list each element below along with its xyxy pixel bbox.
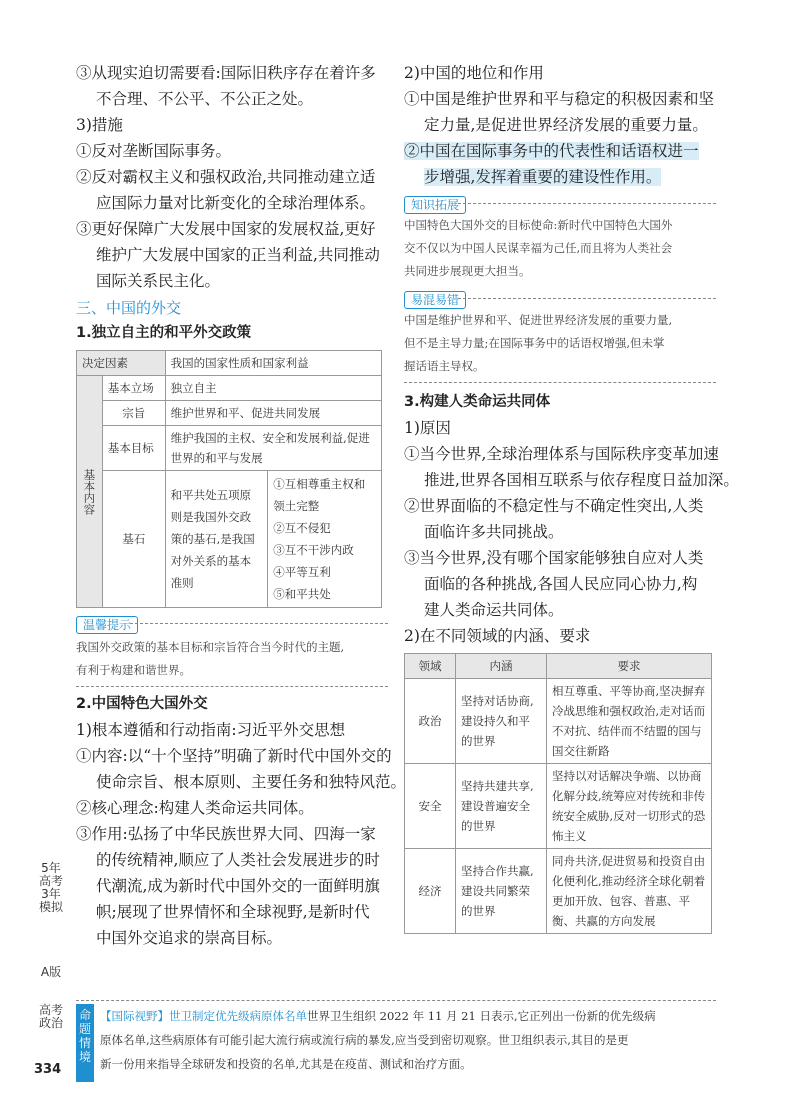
book-brand: 5年高考3年模拟 [38,861,63,914]
text-line: 面临的各种挑战,各国人民应同心协力,构 [424,575,698,593]
text-line: 帜;展现了世界情怀和全球视野,是新时代 [96,903,370,921]
table-cell: 坚持对话协商,建设持久和平的世界 [456,679,547,764]
text-line: ①中国是维护世界和平与稳定的积极因素和坚 [404,90,715,108]
text-line: ③当今世界,没有哪个国家能够独自应对人类 [404,549,704,567]
text-line: 定力量,是促进世界经济发展的重要力量。 [424,116,708,134]
context-tag: 【国际视野】世卫制定优先级病原体名单 [100,1009,307,1023]
context-line: 新一份用来指导全球研发和投资的名单,尤其是在疫苗、测试和治疗方面。 [100,1057,472,1071]
text-line: 2)在不同领域的内涵、要求 [404,627,591,645]
table-cell: 决定因素 [77,351,166,376]
extension-box [404,194,716,283]
divider [130,623,388,624]
divider [404,382,716,383]
confusion-label: 易混易错 [404,291,466,309]
extension-text: 中国特色大国外交的目标使命:新时代中国特色大国外 [404,218,673,232]
community-table [404,653,712,934]
tip-label: 温馨提示 [76,616,138,634]
table-header: 要求 [547,654,712,679]
table-cell: 坚持合作共赢,建设共同繁荣的世界 [456,849,547,934]
table-cell: 同舟共济,促进贸易和投资自由化便利化,推动经济全球化朝着更加开放、包容、普惠、平衡、共赢的方向发展 [547,849,712,934]
text-line: ②核心理念:构建人类命运共同体。 [76,799,314,817]
table-cell: 和平共处五项原则是我国外交政策的基石,是我国对外关系的基本准则 [165,471,268,608]
text-line: 1)原因 [404,419,451,437]
table-group-label: 基本内容 [77,376,103,608]
table-cell: 基石 [102,471,165,608]
table-cell: 我国的国家性质和国家利益 [165,351,381,376]
principle-item: ⑤和平共处 [273,587,331,601]
policy-table [76,350,382,608]
highlighted-text: ②中国在国际事务中的代表性和话语权进一 [404,142,699,160]
extension-text: 共同进步展现更大担当。 [404,264,531,278]
text-line [404,164,716,190]
principle-item: ③互不干涉内政 [273,543,354,557]
text-line: ①反对垄断国际事务。 [76,142,232,160]
tip-text: 我国外交政策的基本目标和宗旨符合当今时代的主题, [76,640,345,654]
tip-box [76,614,388,687]
text-line: ②世界面临的不稳定性与不确定性突出,人类 [404,497,704,515]
text-line: 中国外交追求的崇高目标。 [96,929,283,947]
text-line: ③从现实迫切需要看:国际旧秩序存在着许多 [76,64,376,82]
table-cell: 基本立场 [102,376,165,401]
subsection-title: 1.独立自主的和平外交政策 [76,325,252,341]
text-line: 推进,世界各国相互联系与依存程度日益加深。 [424,471,739,489]
table-cell: 坚持共建共享,建设普遍安全的世界 [456,764,547,849]
table-cell-principles [268,471,382,608]
context-label: 命题情境 [76,1004,94,1082]
table-cell: 独立自主 [165,376,381,401]
confusion-text: 中国是维护世界和平、促进世界经济发展的重要力量, [404,313,673,327]
left-column [76,60,407,951]
divider [76,1000,716,1001]
text-line: 代潮流,成为新时代中国外交的一面鲜明旗 [96,877,380,895]
table-header: 内涵 [456,654,547,679]
table-header: 领域 [405,654,456,679]
table-cell: 宗旨 [102,401,165,426]
divider [76,686,388,687]
book-subject: 高考政治 [38,1003,63,1030]
section-title: 三、中国的外交 [76,299,182,317]
text-line: 不合理、不公平、不公正之处。 [96,90,314,108]
extension-text: 交不仅以为中国人民谋幸福为己任,而且将为人类社会 [404,241,673,255]
context-text [100,1004,718,1076]
text-line: 维护广大发展中国家的正当利益,共同推动 [96,246,380,264]
text-line: 应国际力量对比新变化的全球治理体系。 [96,194,376,212]
principle-item: ①互相尊重主权和领土完整 [273,477,366,513]
table-cell: 基本目标 [102,426,165,471]
subsection-title: 3.构建人类命运共同体 [404,394,551,410]
page-number: 334 [34,1062,62,1077]
text-line: 国际关系民主化。 [96,272,221,290]
confusion-box [404,289,716,383]
table-cell: 相互尊重、平等协商,坚决摒弃冷战思维和强权政治,走对话而不对抗、结伴而不结盟的国与国交往新路 [547,679,712,764]
text-line: 的传统精神,顺应了人类社会发展进步的时 [96,851,380,869]
text-line: 1)根本遵循和行动指南:习近平外交思想 [76,721,346,739]
principle-item: ④平等互利 [273,565,331,579]
text-line: 2)中国的地位和作用 [404,64,544,82]
table-cell: 维护世界和平、促进共同发展 [165,401,381,426]
text-line [404,138,716,164]
extension-label: 知识拓展 [404,196,466,214]
text-line: 使命宗旨、根本原则、主要任务和独特风范。 [96,773,407,791]
text-line: 建人类命运共同体。 [424,601,564,619]
table-cell: 经济 [405,849,456,934]
confusion-text: 握话语主导权。 [404,359,485,373]
principle-item: ②互不侵犯 [273,521,331,535]
table-cell: 维护我国的主权、安全和发展利益,促进世界的和平与发展 [165,426,381,471]
table-cell: 政治 [405,679,456,764]
tip-text: 有利于构建和谐世界。 [76,663,191,677]
divider [458,298,716,299]
context-line: 原体名单,这些病原体有可能引起大流行病或流行病的暴发,应当受到密切观察。世卫组织表示,其目的是更 [100,1033,629,1047]
confusion-text: 但不是主导力量;在国际事务中的话语权增强,但未掌 [404,336,665,350]
table-cell: 安全 [405,764,456,849]
text-line: ②反对霸权主义和强权政治,共同推动建立适 [76,168,376,186]
divider [458,203,716,204]
text-line: ①内容:以“十个坚持”明确了新时代中国外交的 [76,747,392,765]
text-line: ①当今世界,全球治理体系与国际秩序变革加速 [404,445,719,463]
book-edition: A版 [40,965,62,979]
text-line: 面临许多共同挑战。 [424,523,564,541]
text-line: ③作用:弘扬了中华民族世界大同、四海一家 [76,825,376,843]
context-line: 世界卫生组织 2022 年 11 月 21 日表示,它正列出一份新的优先级病 [307,1009,656,1023]
text-line: ③更好保障广大发展中国家的发展权益,更好 [76,220,376,238]
right-column [404,60,739,934]
subsection-title: 2.中国特色大国外交 [76,696,208,712]
text-line: 3)措施 [76,116,123,134]
table-cell: 坚持以对话解决争端、以协商化解分歧,统筹应对传统和非传统安全威胁,反对一切形式的恐怖主义 [547,764,712,849]
highlighted-text: 步增强,发挥着重要的建设性作用。 [424,168,662,186]
